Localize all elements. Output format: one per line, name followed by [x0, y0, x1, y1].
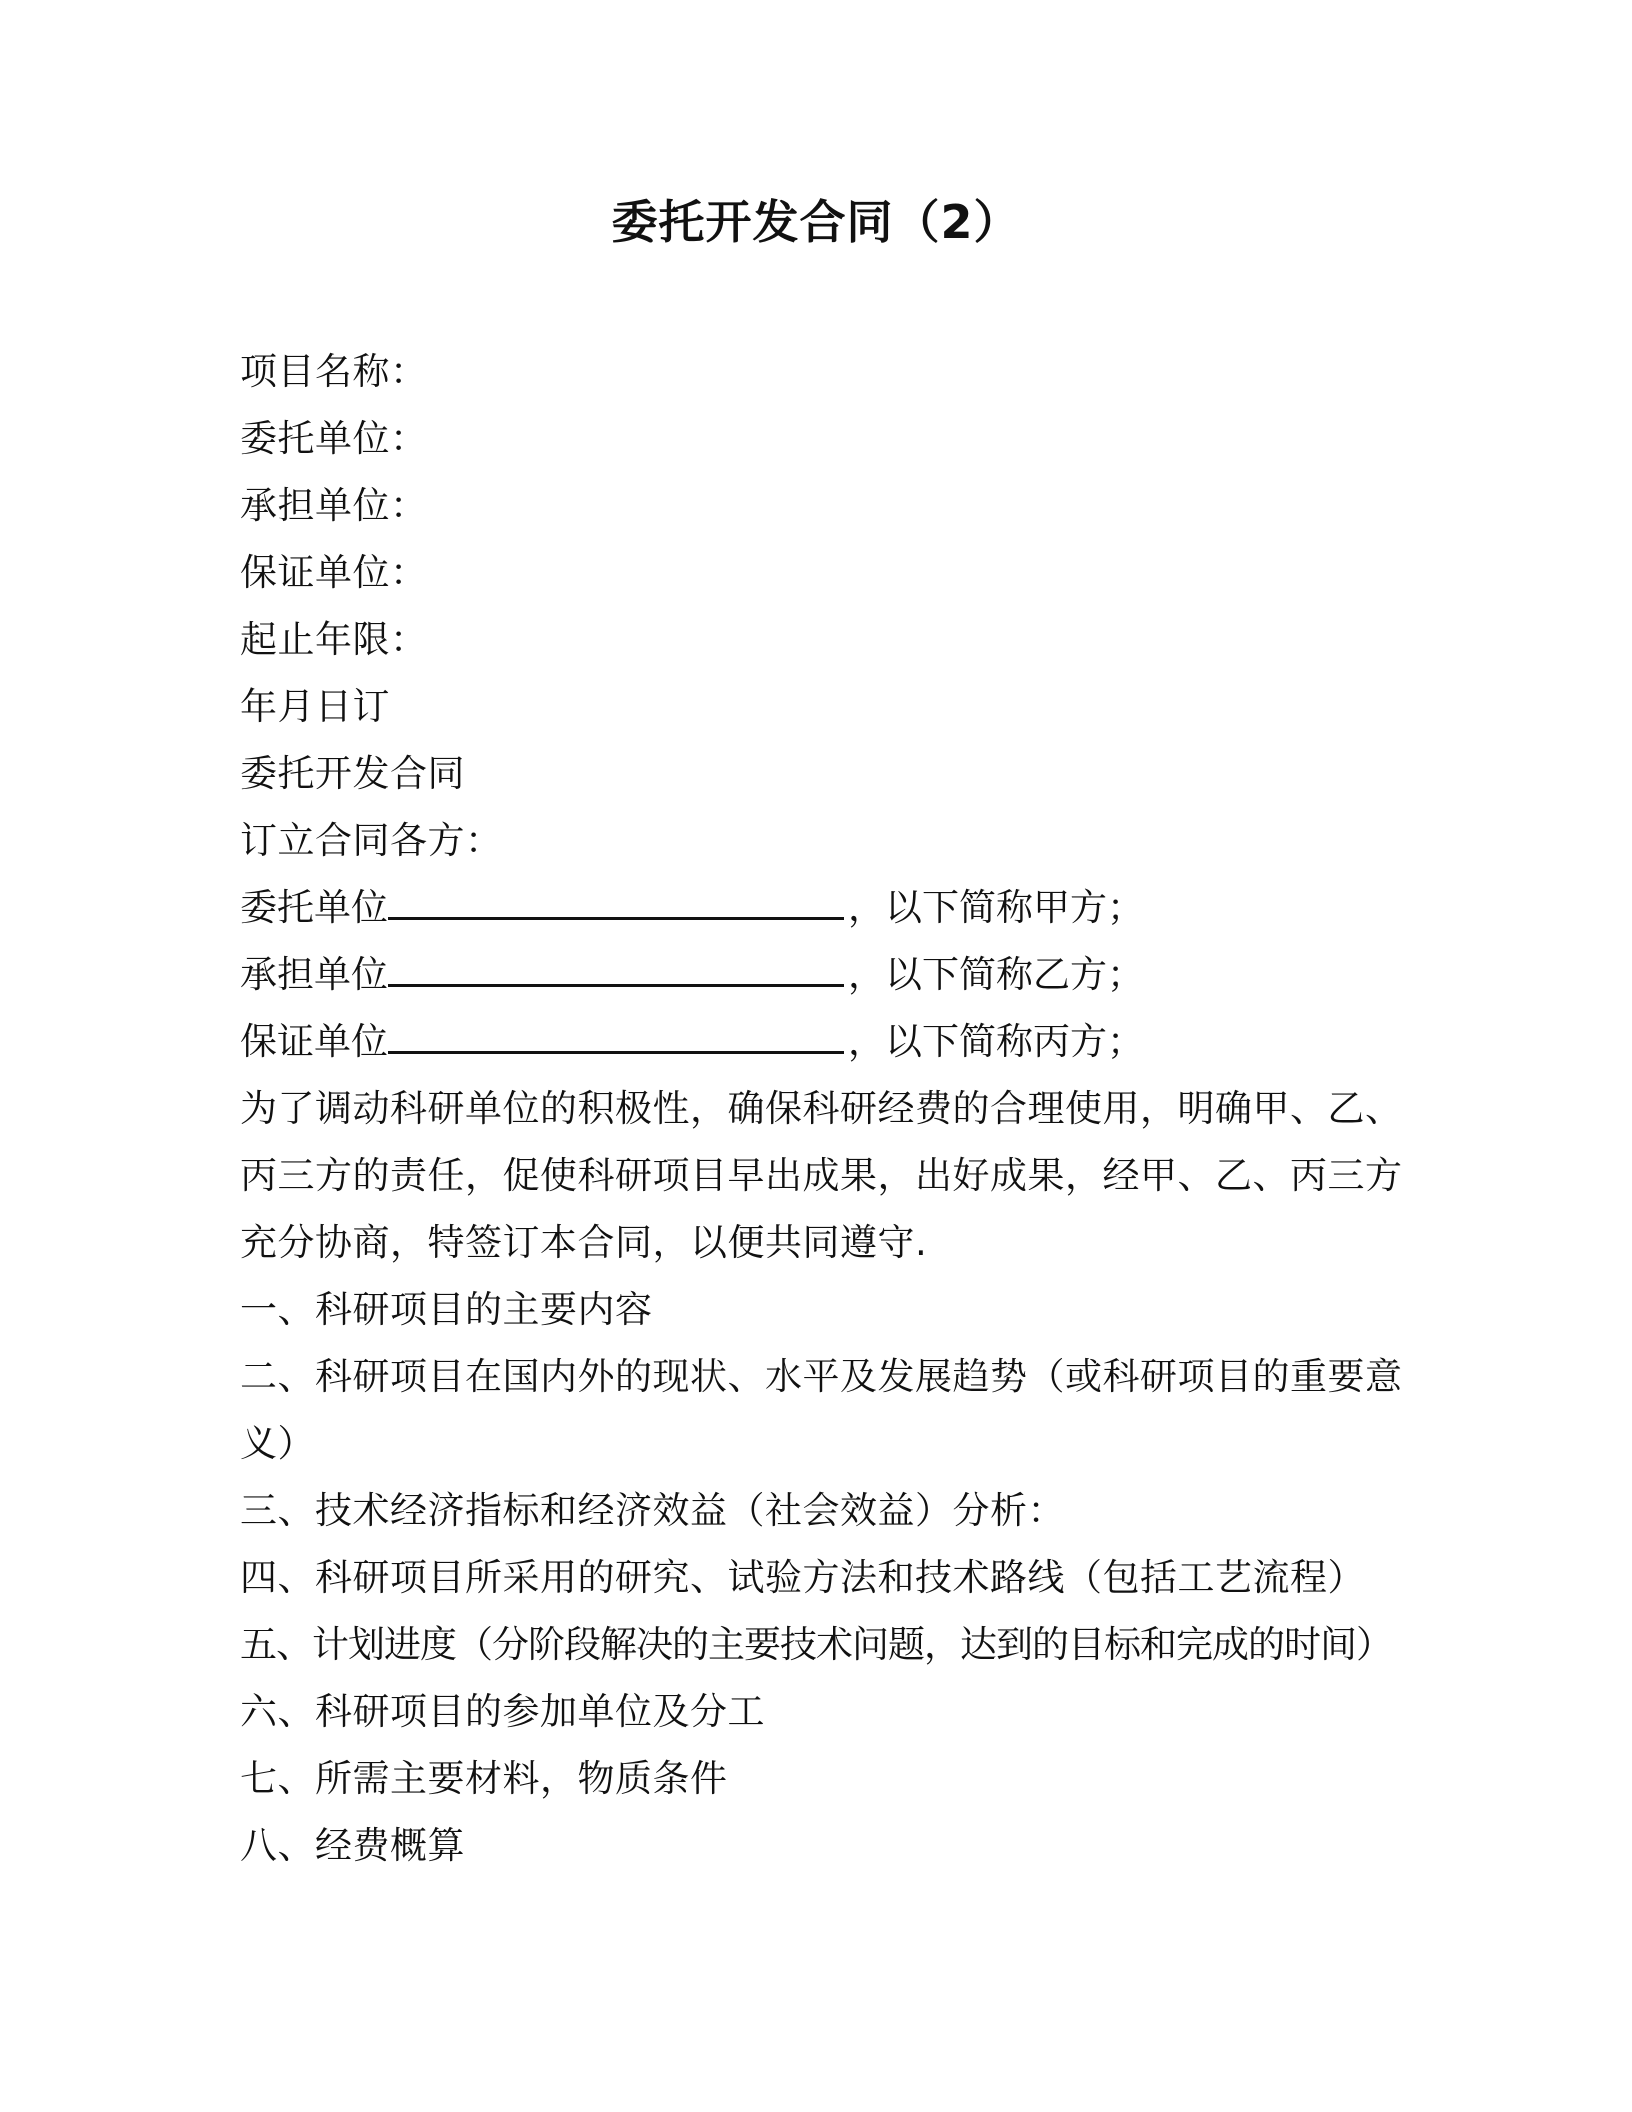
field-period: 起止年限： — [240, 618, 428, 661]
section-heading: 七、所需主要材料，物质条件 — [240, 1757, 728, 1800]
section-heading: 四、科研项目所采用的研究、试验方法和技术路线（包括工艺流程） — [240, 1556, 1365, 1599]
party-label: 保证单位 — [240, 1020, 388, 1063]
field-guarantee-unit: 保证单位： — [240, 551, 428, 594]
section-heading: 二、科研项目在国内外的现状、水平及发展趋势（或科研项目的重要意 — [240, 1355, 1403, 1398]
party-blank-field[interactable] — [388, 942, 844, 987]
party-line-b — [240, 941, 1400, 1008]
party-line-a — [240, 874, 1400, 941]
section-heading: 五、计划进度（分阶段解决的主要技术问题，达到的目标和完成的时间） — [240, 1623, 1392, 1666]
purpose-line: 充分协商，特签订本合同，以便共同遵守. — [240, 1221, 928, 1264]
field-date-signed: 年月日订 — [240, 685, 390, 728]
parties-heading: 订立合同各方： — [240, 819, 503, 862]
section-heading: 三、技术经济指标和经济效益（社会效益）分析： — [240, 1489, 1065, 1532]
party-suffix: ，以下简称甲方； — [848, 886, 1144, 929]
party-line-c — [240, 1008, 1400, 1075]
document-title: 委托开发合同（2） — [611, 195, 1021, 249]
party-suffix: ，以下简称丙方； — [848, 1020, 1144, 1063]
party-suffix: ，以下简称乙方； — [848, 953, 1144, 996]
party-blank-field[interactable] — [388, 875, 844, 920]
section-heading: 六、科研项目的参加单位及分工 — [240, 1690, 765, 1733]
section-heading-continued: 义） — [240, 1422, 315, 1465]
subtitle: 委托开发合同 — [240, 752, 465, 795]
section-heading: 八、经费概算 — [240, 1824, 465, 1867]
purpose-line: 丙三方的责任，促使科研项目早出成果，出好成果，经甲、乙、丙三方 — [240, 1154, 1403, 1197]
party-label: 承担单位 — [240, 953, 388, 996]
section-heading: 一、科研项目的主要内容 — [240, 1288, 653, 1331]
party-blank-field[interactable] — [388, 1009, 844, 1054]
party-label: 委托单位 — [240, 886, 388, 929]
field-undertaking-unit: 承担单位： — [240, 484, 428, 527]
document-body — [240, 338, 1403, 1879]
purpose-line: 为了调动科研单位的积极性，确保科研经费的合理使用，明确甲、乙、 — [240, 1087, 1403, 1130]
field-entrusting-unit: 委托单位： — [240, 417, 428, 460]
field-project-name: 项目名称： — [240, 350, 428, 393]
